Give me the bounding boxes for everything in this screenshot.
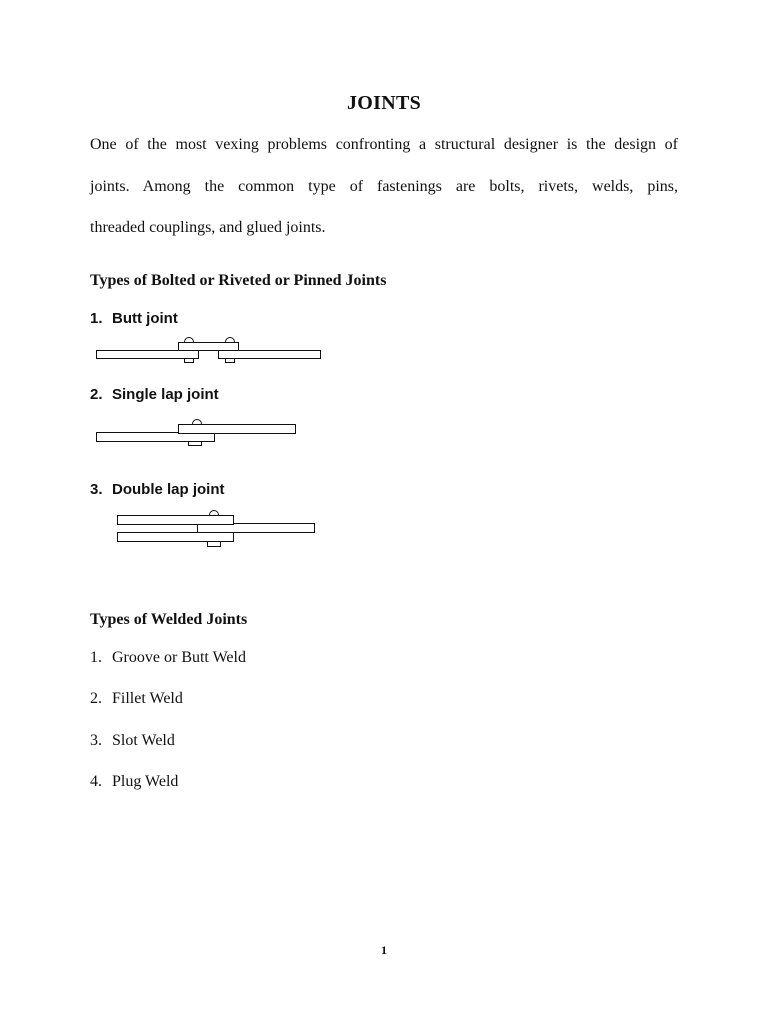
double-lap-joint-diagram — [0, 506, 340, 550]
list-number: 1. — [90, 649, 102, 666]
bolt-head — [185, 338, 194, 343]
list-label: Groove or Butt Weld — [112, 649, 246, 666]
list-label: Double lap joint — [112, 481, 225, 498]
page-number: 1 — [381, 943, 387, 957]
top-cover-plate — [118, 516, 234, 525]
list-number: 1. — [90, 310, 103, 327]
left-plate — [97, 351, 199, 359]
list-label: Slot Weld — [112, 732, 175, 749]
bolt-nut — [189, 442, 202, 446]
list-number: 3. — [90, 481, 103, 498]
butt-joint-diagram — [0, 336, 340, 366]
bolted-type-item — [90, 481, 225, 498]
intro-paragraph-line-1: One of the most vexing problems confronting a structural designer is the design of — [90, 136, 678, 153]
bolted-joints-heading: Types of Bolted or Riveted or Pinned Joints — [90, 272, 387, 289]
intro-paragraph-line-3: threaded couplings, and glued joints. — [90, 219, 326, 236]
welded-type-item — [90, 732, 175, 750]
bolt-head — [193, 420, 202, 425]
list-label: Butt joint — [112, 310, 178, 327]
bolt-head — [210, 511, 219, 516]
welded-type-item — [90, 690, 183, 708]
bolt-head — [226, 338, 235, 343]
list-label: Fillet Weld — [112, 690, 183, 707]
welded-type-item — [90, 649, 246, 667]
bolt-nut — [226, 359, 235, 363]
welded-type-item — [90, 773, 178, 791]
right-plate — [219, 351, 321, 359]
bolted-type-item — [90, 310, 178, 327]
welded-joints-heading: Types of Welded Joints — [90, 611, 248, 628]
cover-plate — [179, 343, 239, 351]
bottom-cover-plate — [118, 533, 234, 542]
list-label: Plug Weld — [112, 773, 179, 790]
bolt-nut — [208, 542, 221, 547]
single-lap-joint-diagram — [0, 414, 340, 448]
list-number: 4. — [90, 773, 102, 790]
page-title: JOINTS — [346, 92, 422, 114]
list-number: 3. — [90, 732, 102, 749]
list-number: 2. — [90, 690, 102, 707]
bolt-nut — [185, 359, 194, 363]
top-plate — [179, 425, 296, 434]
bolted-type-item — [90, 386, 219, 403]
list-number: 2. — [90, 386, 103, 403]
intro-paragraph-line-2: joints. Among the common type of fastenings are bolts, rivets, welds, pins, — [90, 178, 678, 195]
list-label: Single lap joint — [112, 386, 219, 403]
